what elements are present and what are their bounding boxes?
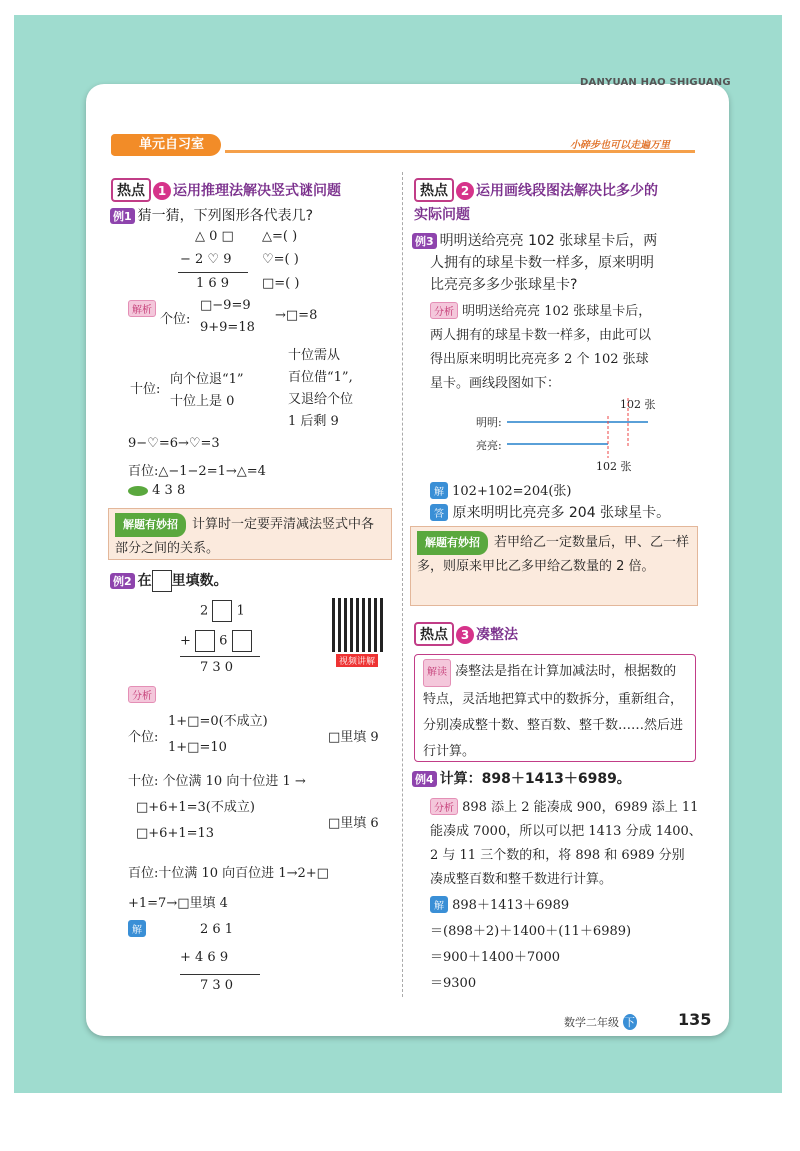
hot1-heading — [111, 178, 341, 202]
diagram-bottom-label: 102 张 — [596, 460, 632, 473]
ex2-line2: + 6 — [180, 630, 252, 652]
tens-left2: 十位上是 0 — [170, 394, 235, 409]
hundreds-line: 百位:△−1−2=1→△=4 — [128, 464, 266, 479]
tag-label: 分析 — [128, 686, 156, 703]
tag-label: 解 — [128, 920, 146, 937]
example2-question — [110, 570, 228, 592]
example3-line1 — [412, 230, 657, 250]
blank-box — [232, 630, 252, 652]
example3-line3: 比亮亮多多少张球星卡? — [430, 277, 578, 293]
tens-right2: 百位借“1”, — [288, 370, 353, 385]
vertical-eq-line3: 1 6 9 — [196, 276, 230, 291]
a2-hund1: 百位:十位满 10 向百位进 1→2+□ — [128, 866, 329, 881]
tag-label: 解读 — [423, 659, 451, 687]
question-text: 猜一猜，下列图形各代表几? — [137, 208, 314, 224]
example-tag: 例2 — [110, 573, 135, 589]
answer-text: 4 3 8 — [152, 483, 186, 498]
an3-line3: 得出原来明明比亮亮多 2 个 102 张球 — [430, 352, 649, 367]
hot3-heading — [414, 622, 518, 646]
a2-ones-res: □里填 9 — [328, 730, 379, 745]
answer-square: □=( ) — [262, 276, 300, 291]
tens-right3: 又退给个位 — [288, 392, 354, 407]
ans-text: 原来明明比亮亮多 204 张球星卡。 — [452, 505, 671, 521]
q-text: 计算：898＋1413＋6989。 — [439, 771, 631, 787]
calc4: ＝9300 — [430, 976, 477, 991]
eq-rule — [178, 272, 248, 273]
answer-line — [128, 483, 185, 498]
hot-number: 3 — [456, 626, 474, 644]
heart-line: 9−♡=6→♡=3 — [128, 436, 220, 451]
motto: 小碎步也可以走遍万里 — [570, 140, 670, 151]
hot2-title2: 实际问题 — [414, 207, 470, 223]
ones-line2: 9+9=18 — [200, 320, 255, 335]
analysis2-tag — [128, 686, 156, 703]
a2-hund2: +1=7→□里填 4 — [128, 896, 228, 911]
an4-line2: 能凑成 7000，所以可以把 1413 分成 1400、 — [430, 824, 702, 839]
read-box — [414, 654, 696, 762]
a2-ones2: 1+□=10 — [168, 740, 227, 755]
solution-tag — [128, 920, 146, 937]
a2-tens: 十位: 个位满 10 向十位进 1 → — [128, 774, 306, 789]
example4-question — [412, 768, 631, 788]
an-text: 898 添上 2 能凑成 900，6989 添上 11 — [462, 800, 699, 815]
vertical-eq-line2: − 2 ♡ 9 — [180, 252, 232, 267]
tip-box-2 — [410, 526, 698, 606]
header-title: DANYUAN HAO SHIGUANG — [580, 77, 731, 88]
tag-label: 分析 — [430, 798, 458, 815]
an-text: 明明送给亮亮 102 张球星卡后， — [462, 304, 652, 319]
hot2-heading — [414, 178, 658, 202]
example-tag: 例3 — [412, 233, 437, 249]
qr-label: 视频讲解 — [336, 654, 378, 667]
q-part2: 里填数。 — [171, 573, 228, 589]
tens-right1: 十位需从 — [288, 348, 341, 363]
tip-text: 计算时一定要弄清减法竖式中各部分之间的关系。 — [115, 517, 375, 556]
footer-text: 数学二年级 — [564, 1016, 619, 1029]
leaf-icon — [128, 486, 148, 496]
vertical-eq-line1: △ 0 □ — [195, 229, 234, 244]
a2-tens-res: □里填 6 — [328, 816, 379, 831]
segment-diagram — [505, 396, 665, 466]
ans3 — [430, 502, 670, 522]
read-text: 凑整法是指在计算加减法时，根据数的特点，灵活地把算式中的数拆分，重新组合，分别凑成整十数、整百数、整千数……然后进行计算。 — [423, 664, 684, 759]
ones-label: 个位: — [160, 312, 191, 327]
ones-line1: □−9=9 — [200, 298, 251, 313]
answer-heart: ♡=( ) — [262, 252, 299, 267]
a2-ones1: 1+□=0(不成立) — [168, 714, 268, 729]
tens-label: 十位: — [130, 382, 161, 397]
tag-label: 分析 — [430, 302, 458, 319]
section-banner: 单元自习室 — [111, 134, 221, 156]
a2-ones-label: 个位: — [128, 730, 159, 745]
an3-line4: 星卡。画线段图如下： — [430, 376, 561, 391]
hot-number: 1 — [153, 182, 171, 200]
an3-line1 — [430, 300, 651, 319]
analysis-tag — [128, 300, 156, 317]
calc2: ＝(898＋2)＋1400＋(11＋6989) — [430, 924, 632, 939]
sol-line3: 7 3 0 — [200, 978, 234, 993]
answer-triangle: △=( ) — [262, 229, 298, 244]
diagram-top-label: 102 张 — [620, 398, 656, 411]
hot-label: 热点 — [111, 178, 151, 202]
volume-badge: 下 — [624, 1016, 635, 1029]
ex2-line1: 2 1 — [200, 600, 245, 622]
sol3 — [430, 480, 572, 499]
tag-label: 解析 — [128, 300, 156, 317]
example3-line2: 人拥有的球星卡数一样多，原来明明 — [430, 255, 654, 271]
q-text: 明明送给亮亮 102 张球星卡后，两 — [439, 233, 658, 249]
diagram-ming: 明明: — [476, 416, 502, 429]
tag-label: 解 — [430, 482, 448, 499]
blank-box — [152, 570, 172, 592]
tag-label: 答 — [430, 504, 448, 521]
example1-question — [110, 205, 313, 225]
tip-text: 若甲给乙一定数量后，甲、乙一样多，则原来甲比乙多甲给乙数量的 2 倍。 — [417, 535, 690, 574]
an4-line3: 2 与 11 三个数的和，将 898 和 6989 分别 — [430, 848, 685, 863]
ex2-line3: 7 3 0 — [200, 660, 234, 675]
a2-tens1: □+6+1=3(不成立) — [136, 800, 255, 815]
example-tag: 例1 — [110, 208, 135, 224]
qr-code[interactable] — [332, 598, 386, 652]
calc-text: 898＋1413＋6989 — [452, 898, 570, 913]
hot-title: 运用推理法解决竖式谜问题 — [173, 183, 341, 199]
example-tag: 例4 — [412, 771, 437, 787]
diagram-liang: 亮亮: — [476, 439, 502, 452]
sol-line2: + 4 6 9 — [180, 950, 229, 965]
q-part1: 在 — [137, 573, 152, 589]
an3-line2: 两人拥有的球星卡数一样多，由此可以 — [430, 328, 652, 343]
hot-label: 热点 — [414, 622, 454, 646]
an4-line4: 凑成整百数和整千数进行计算。 — [430, 872, 613, 887]
hot-number: 2 — [456, 182, 474, 200]
sol-text: 102+102=204(张) — [452, 484, 572, 499]
tip-tag: 解题有妙招 — [115, 513, 186, 537]
tag-label: 解 — [430, 896, 448, 913]
page-number: 135 — [678, 1010, 712, 1029]
tip-tag: 解题有妙招 — [417, 531, 488, 555]
hot-label: 热点 — [414, 178, 454, 202]
tip-box-1 — [108, 508, 392, 560]
sol-line1: 2 6 1 — [200, 922, 234, 937]
ones-result: →□=8 — [275, 308, 318, 323]
column-divider — [402, 172, 403, 997]
a2-tens2: □+6+1=13 — [136, 826, 215, 841]
calc3: ＝900＋1400＋7000 — [430, 950, 560, 965]
eq-rule — [180, 974, 260, 975]
eq-rule — [180, 656, 260, 657]
hot-title: 运用画线段图法解决比多少的 — [476, 183, 658, 199]
calc1 — [430, 894, 569, 913]
tens-left1: 向个位退“1” — [170, 372, 244, 387]
blank-box — [212, 600, 232, 622]
an4-line1 — [430, 796, 698, 815]
blank-box — [195, 630, 215, 652]
footer-subject — [564, 1014, 637, 1030]
tens-right4: 1 后剩 9 — [288, 414, 339, 429]
hot-title: 凑整法 — [476, 627, 518, 643]
